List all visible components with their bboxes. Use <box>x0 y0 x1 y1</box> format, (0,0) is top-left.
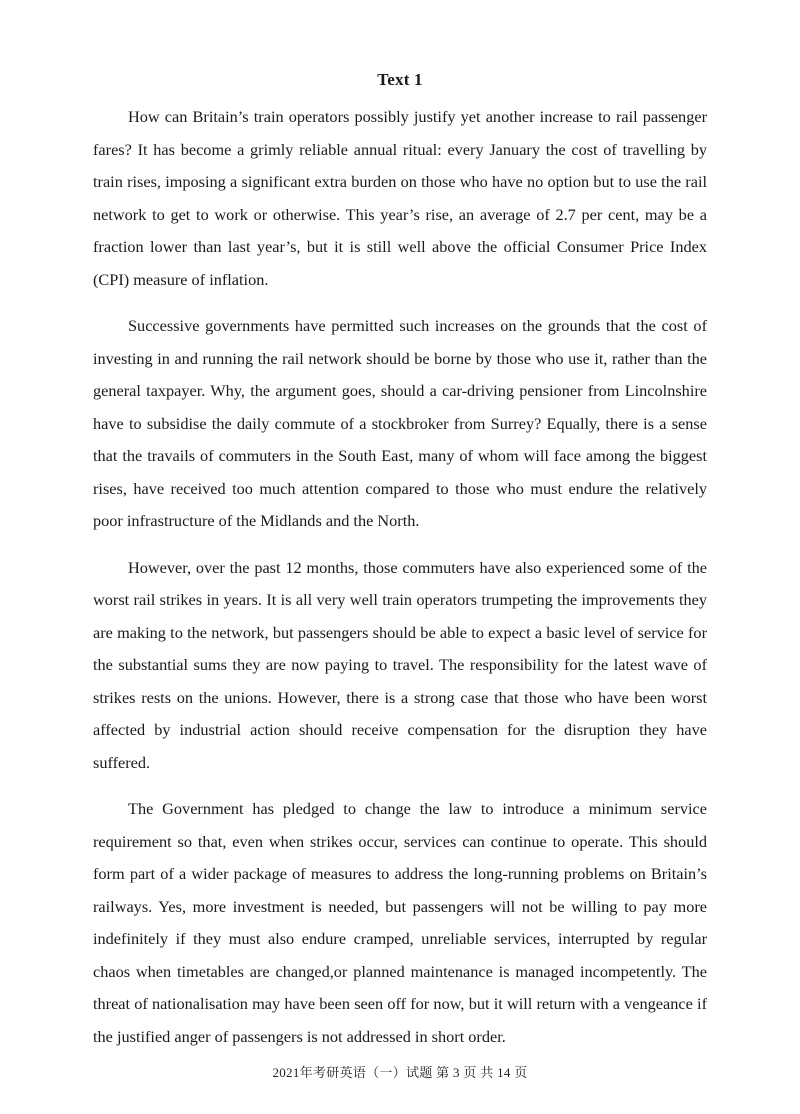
text-title: Text 1 <box>377 70 423 89</box>
paragraph-4: The Government has pledged to change the law to introduce a minimum service requirement so that, even when strikes occur, services can continue to operate. This should form part of a wider package of measures to address the long-running problems on Britain’s railways. Yes, more investment is needed, but passengers will not be willing to pay more indefinitely if they must also endure cramped, unreliable services, interrupted by regular chaos when timetables are changed,or planned maintenance is managed incompetently. The threat of nationalisation may have been seen off for now, but it will return with a vengeance if the justified anger of passengers is not addressed in short order. <box>93 799 707 1046</box>
paragraph-3: However, over the past 12 months, those commuters have also experienced some of the worst rail strikes in years. It is all very well train operators trumpeting the improvements they are making to the network, but passengers should be able to expect a basic level of service for the substantial sums they are now paying to travel. The responsibility for the latest wave of strikes rests on the unions. However, there is a strong case that those who have been worst affected by industrial action should receive compensation for the disruption they have suffered. <box>93 557 707 772</box>
paragraph-2: Successive governments have permitted such increases on the grounds that the cost of investing in and running the rail network should be borne by those who use it, rather than the general taxpayer. Why, the argument goes, should a car-driving pensioner from Lincolnshire have to subsidise the daily commute of a stockbroker from Surrey? Equally, there is a sense that the travails of commuters in the South East, many of whom will face among the biggest rises, have received too much attention compared to those who must endure the relatively poor infrastructure of the Midlands and the North. <box>93 316 707 530</box>
paragraph-1: How can Britain’s train operators possibly justify yet another increase to rail passenger fares? It has become a grimly reliable annual ritual: every January the cost of travelling by train rises, imposing a significant extra burden on those who have no option but to use the rail network to get to work or otherwise. This year’s rise, an average of 2.7 per cent, may be a fraction lower than last year’s, but it is still well above the official Consumer Price Index (CPI) measure of inflation. <box>93 107 707 289</box>
text-body <box>93 101 707 1067</box>
page-footer: 2021年考研英语（一）试题 第 3 页 共 14 页 <box>272 1065 528 1080</box>
